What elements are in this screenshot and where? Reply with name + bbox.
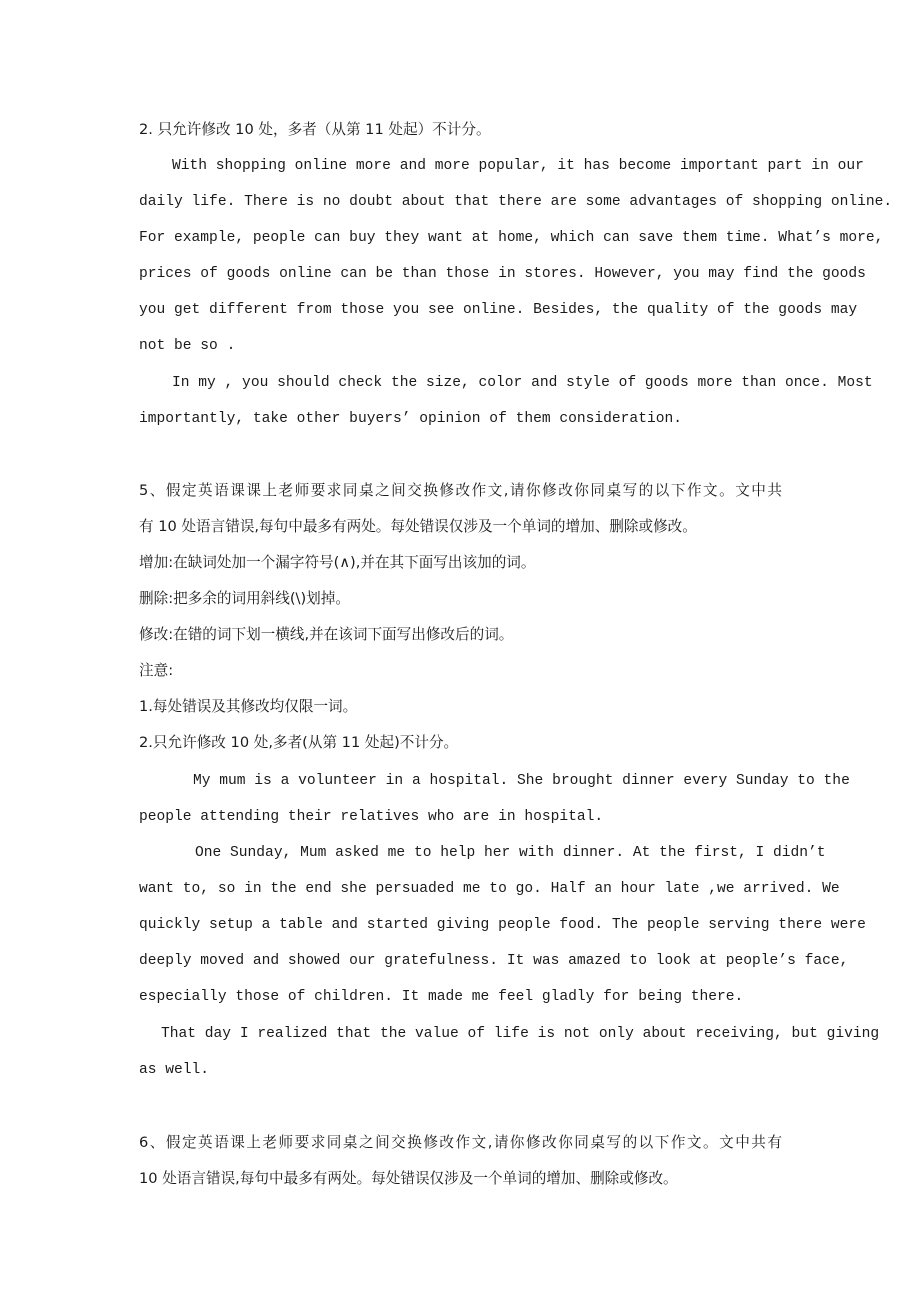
instruction-delete: 删除:把多余的词用斜线(\)划掉。 bbox=[139, 590, 350, 607]
essay-line: That day I realized that the value of life is not only about receiving, but giving bbox=[161, 1026, 880, 1042]
essay-line: One Sunday, Mum asked me to help her with dinner. At the first, I didn’t bbox=[195, 845, 826, 861]
essay-line: want to, so in the end she persuaded me to go. Half an hour late ,we arrived. We bbox=[139, 881, 840, 897]
essay-line: importantly, take other buyers’ opinion of them consideration. bbox=[139, 411, 682, 427]
note-heading: 注意: bbox=[139, 662, 174, 679]
note-line: 1.每处错误及其修改均仅限一词。 bbox=[139, 698, 358, 715]
instruction-line: 有 10 处语言错误,每句中最多有两处。每处错误仅涉及一个单词的增加、删除或修改。 bbox=[139, 518, 697, 535]
essay-line: In my , you should check the size, color and style of goods more than once. Most bbox=[172, 375, 873, 391]
essay-line: With shopping online more and more popular, it has become important part in our bbox=[172, 158, 864, 174]
note-line: 2. 只允许修改 10 处，多者（从第 11 处起）不计分。 bbox=[139, 121, 491, 138]
instruction-modify: 修改:在错的词下划一横线,并在该词下面写出修改后的词。 bbox=[139, 626, 514, 643]
essay-line: For example, people can buy they want at home, which can save them time. What’s more, bbox=[139, 230, 884, 246]
essay-line: people attending their relatives who are in hospital. bbox=[139, 809, 604, 825]
instruction-line: 10 处语言错误,每句中最多有两处。每处错误仅涉及一个单词的增加、删除或修改。 bbox=[139, 1170, 678, 1187]
question-6-heading: 6、假定英语课上老师要求同桌之间交换修改作文,请你修改你同桌写的以下作文。文中共有 bbox=[139, 1134, 782, 1151]
instruction-add: 增加:在缺词处加一个漏字符号(∧),并在其下面写出该加的词。 bbox=[139, 554, 536, 571]
essay-line: not be so . bbox=[139, 338, 236, 354]
essay-line: quickly setup a table and started giving people food. The people serving there were bbox=[139, 917, 866, 933]
essay-line: My mum is a volunteer in a hospital. She brought dinner every Sunday to the bbox=[193, 773, 850, 789]
question-5-heading: 5、假定英语课课上老师要求同桌之间交换修改作文,请你修改你同桌写的以下作文。文中共 bbox=[139, 482, 782, 499]
essay-line: deeply moved and showed our gratefulness. It was amazed to look at people’s face, bbox=[139, 953, 849, 969]
note-line: 2.只允许修改 10 处,多者(从第 11 处起)不计分。 bbox=[139, 734, 459, 751]
essay-line: as well. bbox=[139, 1062, 210, 1078]
essay-line: you get different from those you see online. Besides, the quality of the goods may bbox=[139, 302, 858, 318]
essay-line: prices of goods online can be than those in stores. However, you may find the goods bbox=[139, 266, 866, 282]
essay-line: daily life. There is no doubt about that there are some advantages of shopping online. bbox=[139, 194, 893, 210]
essay-line: especially those of children. It made me feel gladly for being there. bbox=[139, 989, 744, 1005]
